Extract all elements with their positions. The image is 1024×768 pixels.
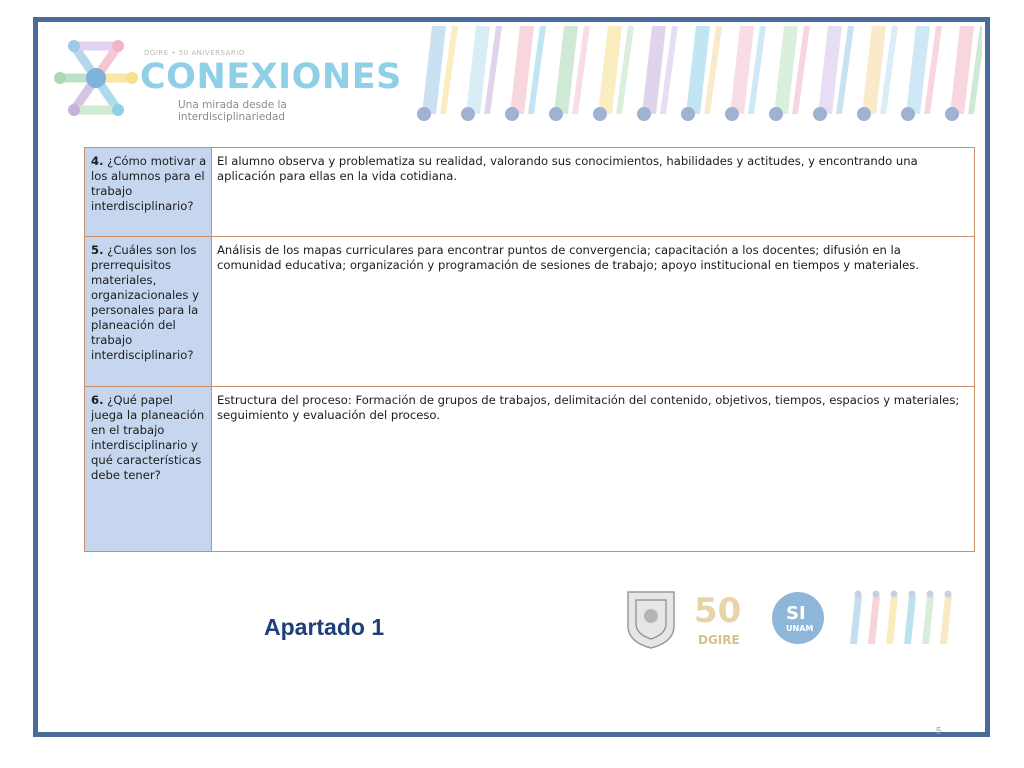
si-text: SI [786,603,806,624]
answer-cell: Estructura del proceso: Formación de grupos de trabajos, delimitación del contenido, objetivos, tiempos, espacios y materiales; seguimiento y evaluación del proceso. [212,387,975,552]
network-logo-icon [52,32,140,124]
table-row [85,148,975,237]
mini-stripes-logo [850,591,952,645]
qa-table [84,147,975,552]
question-cell [85,148,212,237]
decorative-stripes [410,22,982,126]
question-cell [85,387,212,552]
answer-cell: Análisis de los mapas curriculares para encontrar puntos de convergencia; capacitación a los docentes; difusión en la comunidad educativa; organización y programación de sesiones de trabajo; apoyo institucional en tiempos y materiales. [212,237,975,387]
question-text: ¿Cómo motivar a los alumnos para el trabajo interdisciplinario? [91,154,207,213]
table-row [85,237,975,387]
answer-cell: El alumno observa y problematiza su realidad, valorando sus conocimientos, habilidades y actitudes, y encontrando una aplicación para ellas en la vida cotidiana. [212,148,975,237]
question-text: ¿Cuáles son los prerrequisitos materiales, organizacionales y personales para la planeación del trabajo interdisciplinario? [91,243,199,362]
table-row [85,387,975,552]
question-number: 5. [91,243,104,257]
svg-text:50: 50 [694,591,742,631]
unam-text: UNAM [786,624,814,633]
question-text: ¿Qué papel juega la planeación en el trabajo interdisciplinario y qué características debe tener? [91,393,205,482]
unam-shield-icon [628,592,674,648]
section-label: Apartado 1 [264,614,385,640]
question-number: 4. [91,154,104,168]
question-number: 6. [91,393,104,407]
logo-kicker: DGIRE • 50 ANIVERSARIO [144,49,245,57]
dgire-50-logo [694,591,741,647]
logo-subtitle: Una mirada desde la interdisciplinariedad [178,99,287,123]
dgire-text: DGIRE [698,633,740,647]
question-cell [85,237,212,387]
si-unam-logo [772,592,824,644]
page-number: 5 [936,726,942,737]
conexiones-logo [52,32,402,124]
logo-title: CONEXIONES [140,57,402,97]
institution-logos [622,586,962,650]
